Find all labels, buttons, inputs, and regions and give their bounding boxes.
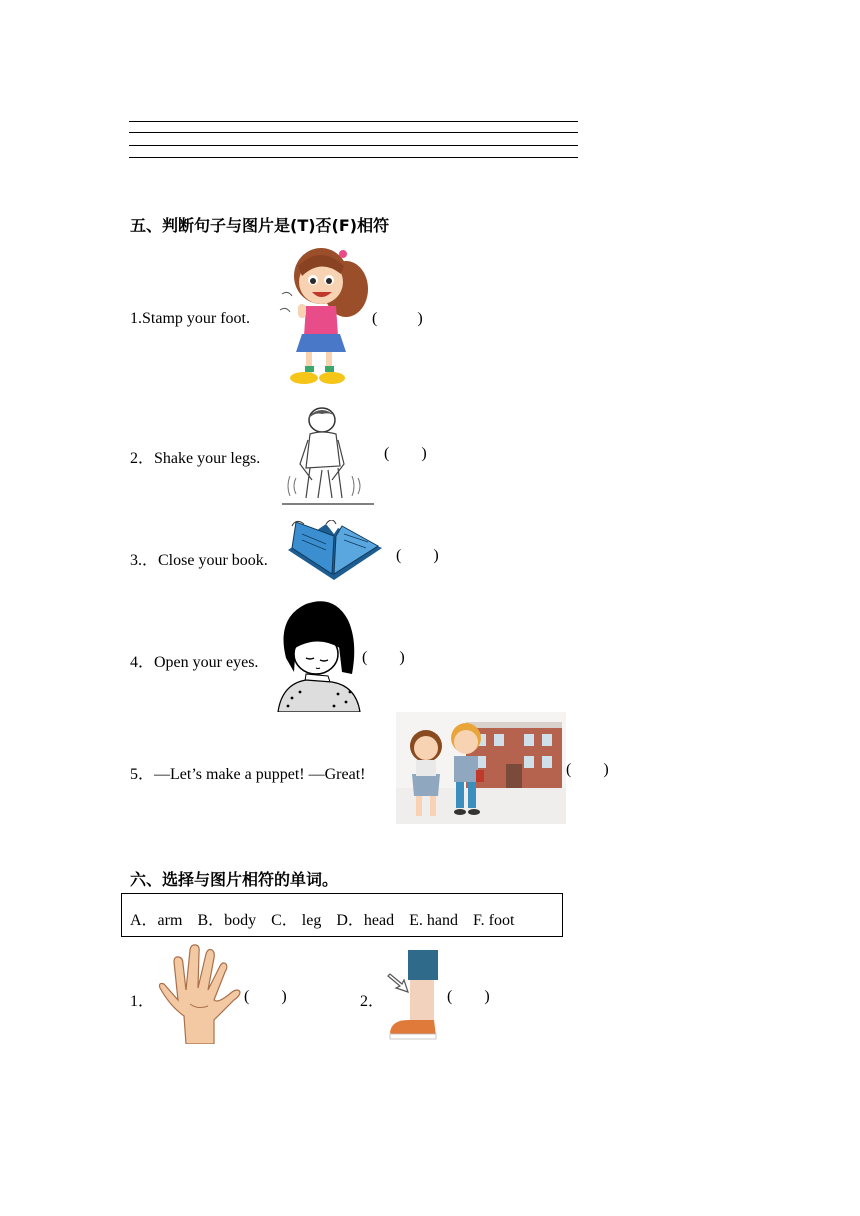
match-2-number: 2． [360,993,385,1010]
writing-line [129,121,578,122]
option-d: D．head [336,912,395,929]
writing-line [129,145,578,146]
writing-line [129,157,578,158]
match-1-bracket[interactable]: ( ) [244,988,287,1005]
answer-3-bracket[interactable]: ( ) [396,547,439,564]
question-5-text: 5．—Let’s make a puppet! —Great! [130,766,366,783]
option-c: C． leg [271,912,322,929]
section-6-title: 六、选择与图片相符的单词。 [130,870,339,889]
hand-picture [152,944,246,1044]
girl-stamping-picture [276,244,372,390]
match-1-number: 1． [130,993,155,1010]
open-book-picture [286,520,386,590]
match-2-bracket[interactable]: ( ) [447,988,490,1005]
word-options-box [121,893,563,937]
option-f: F. foot [473,912,515,929]
answer-2-bracket[interactable]: ( ) [384,445,427,462]
boy-shaking-legs-picture [282,406,376,506]
question-3-text: 3.．Close your book. [130,552,268,569]
option-a: A．arm [130,912,183,929]
answer-1-bracket[interactable]: ( ) [372,310,423,327]
option-e: E. hand [409,912,458,929]
option-b: B．body [197,912,257,929]
word-options-row [130,907,514,930]
kids-at-school-picture [396,712,566,824]
question-4-text: 4．Open your eyes. [130,654,259,671]
question-1-text: 1.Stamp your foot. [130,310,250,327]
answer-5-bracket[interactable]: ( ) [566,761,609,778]
question-2-text: 2．Shake your legs. [130,450,261,467]
answer-4-bracket[interactable]: ( ) [362,649,405,666]
leg-picture [386,950,440,1042]
section-5-title: 五、判断句子与图片是(T)否(F)相符 [130,216,390,235]
girl-eyes-closed-picture [276,598,362,712]
writing-line [129,132,578,133]
